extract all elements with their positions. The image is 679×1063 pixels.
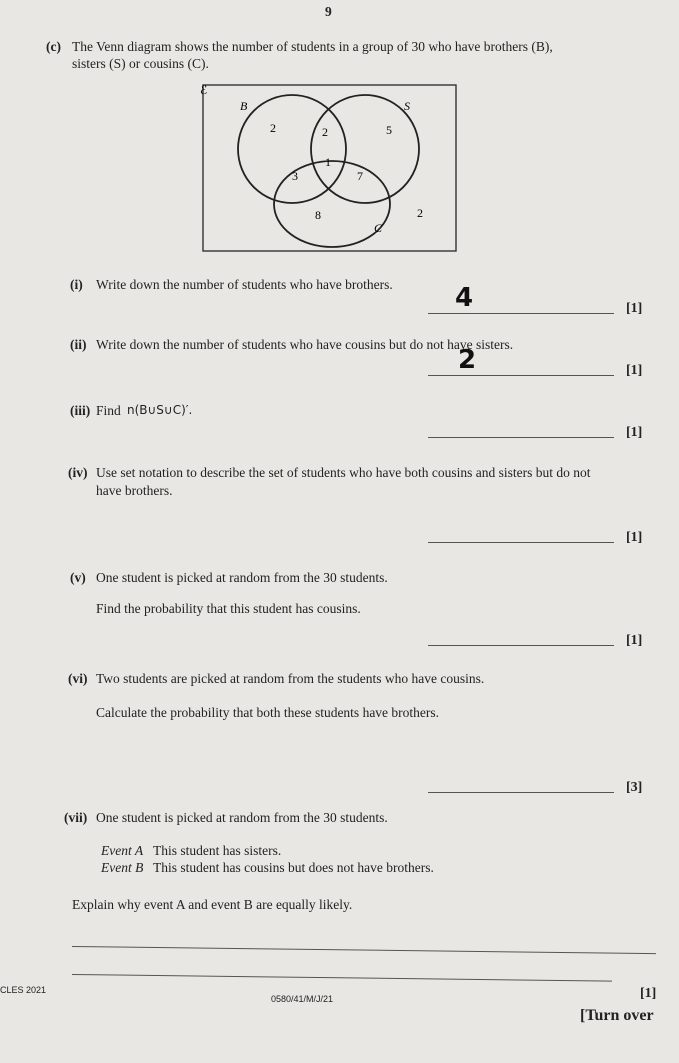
answer-line-iii xyxy=(428,437,614,438)
question-v-label: (v) xyxy=(70,570,86,585)
question-i-text: Write down the number of students who have brothers. xyxy=(96,277,393,292)
label-s: S xyxy=(404,99,410,113)
value-s-c-only: 7 xyxy=(357,169,363,183)
value-b-s-only: 2 xyxy=(322,125,328,139)
footer-code: 0580/41/M/J/21 xyxy=(271,994,334,1004)
venn-diagram xyxy=(202,84,457,252)
intro-line-1: The Venn diagram shows the number of students in a group of 30 who have brothers (B), xyxy=(72,39,553,54)
marks-vii: [1] xyxy=(640,986,657,1001)
question-vii-label: (vii) xyxy=(64,810,88,825)
value-s-only: 5 xyxy=(386,123,392,137)
answer-line-vi xyxy=(428,792,614,793)
marks-vi: [3] xyxy=(626,780,643,795)
label-b: B xyxy=(240,99,248,113)
question-iii-text: Find xyxy=(96,403,121,418)
answer-line-iv xyxy=(428,542,614,543)
question-i-label: (i) xyxy=(70,277,83,292)
event-a-label: Event A xyxy=(101,843,144,858)
question-ii-label: (ii) xyxy=(70,337,87,352)
value-c-only: 8 xyxy=(315,208,321,222)
question-vi-text: Two students are picked at random from the students who have cousins. xyxy=(96,671,485,686)
value-outside: 2 xyxy=(417,206,423,220)
question-ii-text: Write down the number of students who have cousins but do not have sisters. xyxy=(96,337,514,352)
question-iii-label: (iii) xyxy=(70,403,91,418)
answer-ii: 2 xyxy=(458,345,477,375)
intro-line-2: sisters (S) or cousins (C). xyxy=(72,56,209,71)
answer-line-i xyxy=(428,313,614,314)
marks-i: [1] xyxy=(626,301,643,316)
marks-v: [1] xyxy=(626,633,643,648)
question-iv-text-1: Use set notation to describe the set of students who have both cousins and sisters but do not xyxy=(96,465,591,480)
value-b-c-only: 3 xyxy=(292,169,298,183)
answer-i: 4 xyxy=(455,283,474,313)
question-iv-text-2: have brothers. xyxy=(96,483,173,498)
turn-over: [Turn over xyxy=(580,1007,654,1024)
event-b-text: This student has cousins but does not have brothers. xyxy=(153,860,434,875)
part-label: (c) xyxy=(46,39,61,54)
question-vii-text-2: Explain why event A and event B are equally likely. xyxy=(72,897,353,912)
question-vii-text: One student is picked at random from the 30 students. xyxy=(96,810,388,825)
answer-line-vii-2 xyxy=(72,974,612,982)
question-iii-notation: n(B∪S∪C)′. xyxy=(127,403,193,417)
question-vi-text-2: Calculate the probability that both these students have brothers. xyxy=(96,705,440,720)
value-b-s-c: 1 xyxy=(325,155,331,169)
marks-iv: [1] xyxy=(626,530,643,545)
answer-line-ii xyxy=(428,375,614,376)
question-vi-label: (vi) xyxy=(68,671,88,686)
footer-copyright: CLES 2021 xyxy=(0,985,47,995)
answer-line-v xyxy=(428,645,614,646)
question-v-text-2: Find the probability that this student has cousins. xyxy=(96,601,361,616)
answer-line-vii-1 xyxy=(72,946,656,954)
event-b-label: Event B xyxy=(101,860,144,875)
question-iv-label: (iv) xyxy=(68,465,88,480)
label-c: C xyxy=(374,221,383,235)
event-a-text: This student has sisters. xyxy=(153,843,282,858)
circle-s xyxy=(311,95,419,203)
question-v-text: One student is picked at random from the 30 students. xyxy=(96,570,388,585)
page-number: 9 xyxy=(325,4,332,19)
marks-ii: [1] xyxy=(626,363,643,378)
universal-symbol: ℰ xyxy=(200,83,208,97)
value-b-only: 2 xyxy=(270,121,276,135)
circle-b xyxy=(238,95,346,203)
marks-iii: [1] xyxy=(626,425,643,440)
